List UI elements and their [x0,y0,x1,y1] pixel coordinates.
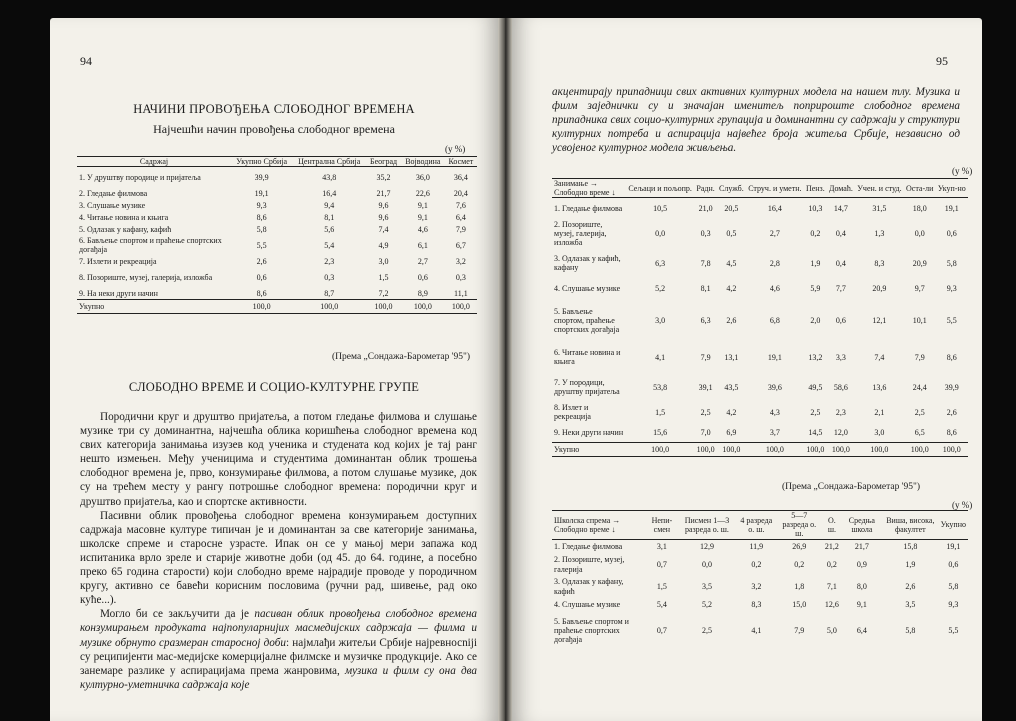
row-label: 2. Позориште, музеј, галерија, изложба [554,219,607,247]
table-cell: 0,6 [946,228,957,238]
table-cell: 7,4 [874,352,885,362]
table-cell: 100,0 [936,443,968,457]
table-cell: 18,0 [912,203,927,213]
table-cell: 5,4 [324,240,335,250]
percent-note: (у %) [952,500,973,510]
table-cell: 5,5 [948,625,959,635]
table-caption: Најчешћи начин провођења слободног времена [153,122,395,136]
row-label: 1. Гледање филмова [554,203,623,213]
table-cell: 9,6 [378,212,389,222]
table-cell: 0,2 [751,559,762,569]
table-cell: 8,6 [946,352,957,362]
table-cell: 8,6 [946,427,957,437]
table-row [77,187,477,199]
table-cell: 21,0 [698,203,713,213]
paragraph: Пасивни облик провођења слободног времена конзумирањем доступних садржаја масовне културе типичан је и доминантан за све категорије занимања, школске спреме и старосне узрасте. Ипак он се у мањој мери запажа код испитаника врло зреле и старије животне доби (од 45. до 64. године, а посебно преко 65 година старости) који слободно време најрадије проводе у породичном кругу, активно се бавећи корисним пословима (ручни рад, шивење, рад око куће...). [80,509,477,607]
table-cell: 8,3 [874,258,885,268]
table-row [77,287,477,300]
table-cell: 3,7 [769,427,780,437]
column-header: Домаћ. [827,179,855,198]
header-label-column: Школска спрема → Слободно време ↓ [552,511,646,540]
table-row [77,235,477,255]
table-cell: 5,8 [256,224,267,234]
table-cell: 2,6 [946,407,957,417]
column-header: Београд [366,157,401,167]
row-label: 3. Одлазак у кафану, кафић [554,577,624,596]
table-cell: 0,4 [835,258,846,268]
table-cell: 7,8 [700,258,711,268]
column-header: Непи-смен [646,511,678,540]
table-cell: 9,1 [417,200,428,210]
table-cell: 100,0 [746,443,804,457]
table-cell: 8,1 [700,283,711,293]
row-label: 9. Неки други начин [554,427,624,437]
table-cell: 3,5 [905,599,916,609]
table-cell: 39,9 [944,382,959,392]
table-cell: 0,3 [324,272,335,282]
table-cell: 4,2 [726,283,737,293]
page-number: 95 [936,54,948,68]
row-label: 4. Слушање музике [554,283,621,293]
total-row [77,300,477,314]
table-cell: 0,3 [455,272,466,282]
table-cell: 100,0 [694,443,717,457]
table-cell: 1,5 [656,581,667,591]
table-cell: 3,0 [655,315,666,325]
table-cell: 36,0 [415,172,430,182]
table-cell: 5,8 [948,581,959,591]
table-cell: 39,9 [254,172,269,182]
book-gutter [498,18,512,721]
table-cell: 7,9 [455,224,466,234]
row-label: 5. Одлазак у кафану, кафић [79,224,172,234]
table-cell: 100,0 [804,443,827,457]
row-label: 8. Позориште, музеј, галерија, изложба [79,272,213,282]
table-cell: 0,9 [856,559,867,569]
row-label: 5. Бављење спортом, праћење спортских догађаја [554,306,620,334]
table-row [552,554,968,576]
table-cell: 5,8 [946,258,957,268]
table-cell: 14,7 [833,203,848,213]
table-cell: 9,4 [324,200,335,210]
column-header: Служб. [717,179,746,198]
table-row [77,167,477,188]
table-cell: 20,5 [724,203,739,213]
percent-note: (у %) [952,166,973,176]
row-label: 8. Излет и рекреација [554,403,591,422]
table-cell: 8,6 [256,212,267,222]
table-cell: 100,0 [366,300,401,314]
row-label: 7. У породици, друштву пријатеља [554,378,620,397]
table-cell: 0,0 [914,228,925,238]
table-cell: 16,4 [322,188,337,198]
table-cell: 0,2 [810,228,821,238]
column-header: Космет [445,157,477,167]
table-row [552,539,968,554]
table-cell: 19,1 [254,188,269,198]
table-cell: 39,1 [698,382,713,392]
table-cell: 0,6 [256,272,267,282]
table-cell: 35,2 [376,172,391,182]
table-cell: 11,1 [454,288,468,298]
education-table [552,510,968,650]
table-cell: 0,6 [835,315,846,325]
table-cell: 10,3 [808,203,823,213]
table-cell: 19,1 [767,352,782,362]
header-label-column: Садржај [77,157,231,167]
table-cell: 5,0 [826,625,837,635]
table-cell: 9,3 [256,200,267,210]
table-cell: 36,4 [453,172,468,182]
table-cell: 100,0 [626,443,694,457]
table-source: (Према „Сондажа-Барометар '95") [782,482,920,492]
table-cell: 0,6 [417,272,428,282]
table-cell: 2,5 [914,407,925,417]
table-cell: 19,1 [946,541,961,551]
table-cell: 21,7 [376,188,391,198]
table-row [552,198,968,219]
table-cell: 6,3 [700,315,711,325]
table-cell: 10,1 [912,315,927,325]
table-cell: 2,0 [810,315,821,325]
page-number: 94 [80,54,92,68]
table-source: (Према „Сондажа-Барометар '95") [332,352,470,362]
table-cell: 39,6 [767,382,782,392]
table-cell: 7,6 [455,200,466,210]
table-cell: 6,1 [417,240,428,250]
table-cell: 6,4 [455,212,466,222]
table-cell: 8,7 [324,288,335,298]
left-page [50,18,498,721]
table-cell: 4,3 [769,407,780,417]
table-cell: 31,5 [872,203,887,213]
table-row [552,372,968,402]
table-cell: 100,0 [855,443,904,457]
table-cell: 13,1 [724,352,739,362]
column-header: Укуп-но [936,179,968,198]
table-cell: 12,0 [833,427,848,437]
row-label: 4. Читање новина и књига [79,212,169,222]
table-cell: 7,4 [378,224,389,234]
table-cell: 5,9 [810,283,821,293]
table-cell: 6,4 [856,625,867,635]
table-row [552,612,968,650]
table-row [552,218,968,248]
table-cell: 3,2 [751,581,762,591]
table-cell: 8,1 [324,212,335,222]
column-header: Пенз. [804,179,827,198]
column-header: Писмен 1—3 разреда о. ш. [678,511,736,540]
table-cell: 2,6 [905,581,916,591]
table-cell: 9,3 [948,599,959,609]
table-cell: 5,8 [905,625,916,635]
table-row [552,298,968,342]
row-label: 7. Излети и рекреација [79,256,157,266]
table-cell: 6,8 [769,315,780,325]
column-header: Струч. и уметн. [746,179,804,198]
table-cell: 100,0 [231,300,292,314]
table-cell: 20,9 [912,258,927,268]
table-cell: 0,0 [701,559,712,569]
table-cell: 5,6 [324,224,335,234]
table-cell: 100,0 [827,443,855,457]
column-header: Војводина [401,157,445,167]
table-cell: 2,1 [874,407,885,417]
table-cell: 10,5 [653,203,668,213]
column-header: Радн. [694,179,717,198]
table-cell: 0,5 [726,228,737,238]
table-cell: 100,0 [401,300,445,314]
table-cell: 14,5 [808,427,823,437]
regional-table [77,156,477,314]
table-cell: 49,5 [808,382,823,392]
table-cell: 4,5 [726,258,737,268]
table-cell: 2,8 [769,258,780,268]
table-cell: 8,9 [417,288,428,298]
table-cell: 2,5 [701,625,712,635]
table-cell: 0,4 [835,228,846,238]
table-row [77,199,477,211]
table-cell: 9,1 [417,212,428,222]
table-row [552,576,968,598]
table-cell: 100,0 [904,443,936,457]
table-cell: 2,3 [835,407,846,417]
column-header: Централна Србија [292,157,366,167]
table-cell: 100,0 [292,300,366,314]
table-cell: 4,1 [751,625,762,635]
table-cell: 0,2 [826,559,837,569]
total-row [552,443,968,457]
table-cell: 100,0 [717,443,746,457]
table-row [552,278,968,298]
table-cell: 5,4 [656,599,667,609]
table-cell: 3,1 [656,541,667,551]
table-cell: 8,6 [256,288,267,298]
row-label: 1. У друштву породице и пријатеља [79,172,201,182]
row-label: Укупно [552,443,626,457]
table-cell: 12,9 [699,541,714,551]
table-cell: 3,0 [378,256,389,266]
table-cell: 1,9 [810,258,821,268]
row-label: 2. Гледање филмова [79,188,148,198]
table-cell: 3,3 [835,352,846,362]
table-cell: 7,1 [826,581,837,591]
table-cell: 6,3 [655,258,666,268]
table-cell: 3,0 [874,427,885,437]
table-cell: 15,8 [903,541,918,551]
table-row [77,267,477,287]
table-cell: 12,6 [824,599,839,609]
table-cell: 9,7 [914,283,925,293]
table-cell: 2,6 [256,256,267,266]
table-cell: 5,5 [256,240,267,250]
row-label: 2. Позориште, музеј, галерија [554,555,625,574]
table-cell: 12,1 [872,315,887,325]
chapter-title: НАЧИНИ ПРОВОЂЕЊА СЛОБОДНОГ ВРЕМЕНА [133,102,415,116]
table-cell: 0,7 [656,625,667,635]
section-title: СЛОБОДНО ВРЕМЕ И СОЦИО-КУЛТУРНЕ ГРУПЕ [128,380,420,394]
row-label: 4. Слушање музике [554,599,621,609]
table-row [552,248,968,278]
table-cell: 4,9 [378,240,389,250]
percent-note: (у %) [445,144,466,154]
table-cell: 5,2 [701,599,712,609]
column-header: Учен. и студ. [855,179,904,198]
table-cell: 8,0 [856,581,867,591]
table-cell: 13,6 [872,382,887,392]
table-cell: 0,3 [700,228,711,238]
table-cell: 1,5 [655,407,666,417]
table-cell: 53,8 [653,382,668,392]
table-cell: 43,5 [724,382,739,392]
table-cell: 8,3 [751,599,762,609]
table-cell: 4,2 [726,407,737,417]
paragraph: Породични круг и друштво пријатеља, а потом гледање филмова и слушање музике три су доминантна, најчешћа облика коришћења слободног времена код свих категорија занимања изузев код ученика и студената код којих је тај ранг нешто измењен. Међу ученицима и студентима доминантан облик трошења слободног времена је, прво, конзумирање филмова, а потом слушање музике, док су на трећем месту у рангу потрошње слободног времена: породични круг и друштво пријатеља, као и спортске активности. [80,411,477,508]
column-header: Укупно Србија [231,157,292,167]
occupation-table [552,178,968,457]
table-cell: 19,1 [944,203,959,213]
table-cell: 9,1 [856,599,867,609]
table-cell: 1,8 [794,581,805,591]
table-cell: 0,6 [948,559,959,569]
table-row [552,402,968,422]
table-cell: 6,7 [455,240,466,250]
table-cell: 2,6 [726,315,737,325]
header-label-column: Занимање → Слободно време ↓ [552,179,626,198]
column-header: Оста-ли [904,179,936,198]
table-cell: 7,7 [835,283,846,293]
table-row [552,598,968,612]
table-row [77,223,477,235]
table-cell: 1,3 [874,228,885,238]
table-cell: 24,4 [912,382,927,392]
table-cell: 21,2 [824,541,839,551]
intro-text: акцентирају припадници свих активних културних модела на нашем тлу. Музика и филм заједнички су и значајан именитељ поприроште слободног времена припадника свих социо-културних групација и доминантни су садржаји у структури културних потреба и аспирација највећег броја житеља Србије, независно од усвојеног културног модела живљења. [552,86,960,154]
table-cell: 5,2 [655,283,666,293]
table-cell: 0,2 [794,559,805,569]
row-label: 5. Бављење спортом и праћење спортских догађаја [554,616,629,645]
column-header: Виша, висока, факултет [882,511,939,540]
table-cell: 7,9 [700,352,711,362]
table-cell: 4,6 [417,224,428,234]
table-cell: 7,9 [914,352,925,362]
table-cell: 7,2 [378,288,389,298]
row-label: 6. Бављење спортом и праћење спортских догађаја [79,236,222,255]
row-label: 1. Гледање филмова [554,541,623,551]
right-page [512,18,982,721]
table-cell: 0,7 [656,559,667,569]
row-label: Укупно [77,300,231,314]
table-row [552,342,968,372]
column-header: 4 разреда о. ш. [736,511,776,540]
column-header: О. ш. [822,511,842,540]
table-row [77,255,477,267]
table-cell: 100,0 [445,300,477,314]
table-cell: 20,4 [453,188,468,198]
table-cell: 11,9 [749,541,764,551]
table-cell: 20,9 [872,283,887,293]
table-cell: 5,5 [946,315,957,325]
table-cell: 2,7 [769,228,780,238]
row-label: 3. Одлазак у кафић, кафану [554,254,621,273]
table-cell: 15,6 [653,427,668,437]
row-label: 3. Слушање музике [79,200,146,210]
table-row [552,422,968,443]
table-cell: 1,9 [905,559,916,569]
table-cell: 2,5 [810,407,821,417]
table-cell: 26,9 [792,541,807,551]
column-header: 5—7 разреда о. ш. [776,511,822,540]
table-cell: 4,1 [655,352,666,362]
paragraph: Могло би се закључити да је пасиван облик провођења слободног времена конзумирањем продуката најпопуларнијих масмедијских садржаја — филма и музике обрнуто сразмеран старосној доби: најмлађи житељи Србије најревносniji су реципијенти мас-медијске комерцијалне филмске и музичке продукције. Ако се занемаре разлике у аспирацијама према жанровима, музика и филм су она два културно-уметничка садржаја које [80,608,477,691]
table-cell: 0,0 [655,228,666,238]
table-cell: 6,5 [914,427,925,437]
table-cell: 13,2 [808,352,823,362]
table-cell: 22,6 [415,188,430,198]
table-cell: 2,3 [324,256,335,266]
table-cell: 3,5 [701,581,712,591]
table-cell: 4,6 [769,283,780,293]
column-header: Средња школа [842,511,882,540]
table-cell: 16,4 [767,203,782,213]
table-cell: 6,9 [726,427,737,437]
body-text [80,410,477,692]
table-cell: 9,6 [378,200,389,210]
row-label: 6. Читање новина и књига [554,348,621,367]
table-cell: 43,8 [322,172,337,182]
row-label: 9. На неки други начин [79,288,158,298]
table-cell: 15,0 [792,599,807,609]
table-row [77,211,477,223]
table-cell: 7,9 [794,625,805,635]
table-cell: 58,6 [833,382,848,392]
table-cell: 2,5 [700,407,711,417]
table-cell: 1,5 [378,272,389,282]
table-cell: 9,3 [946,283,957,293]
table-cell: 21,7 [854,541,869,551]
table-cell: 7,0 [700,427,711,437]
column-header: Укупно [939,511,968,540]
table-cell: 2,7 [417,256,428,266]
column-header: Сељаци и пољопр. [626,179,694,198]
table-cell: 3,2 [455,256,466,266]
